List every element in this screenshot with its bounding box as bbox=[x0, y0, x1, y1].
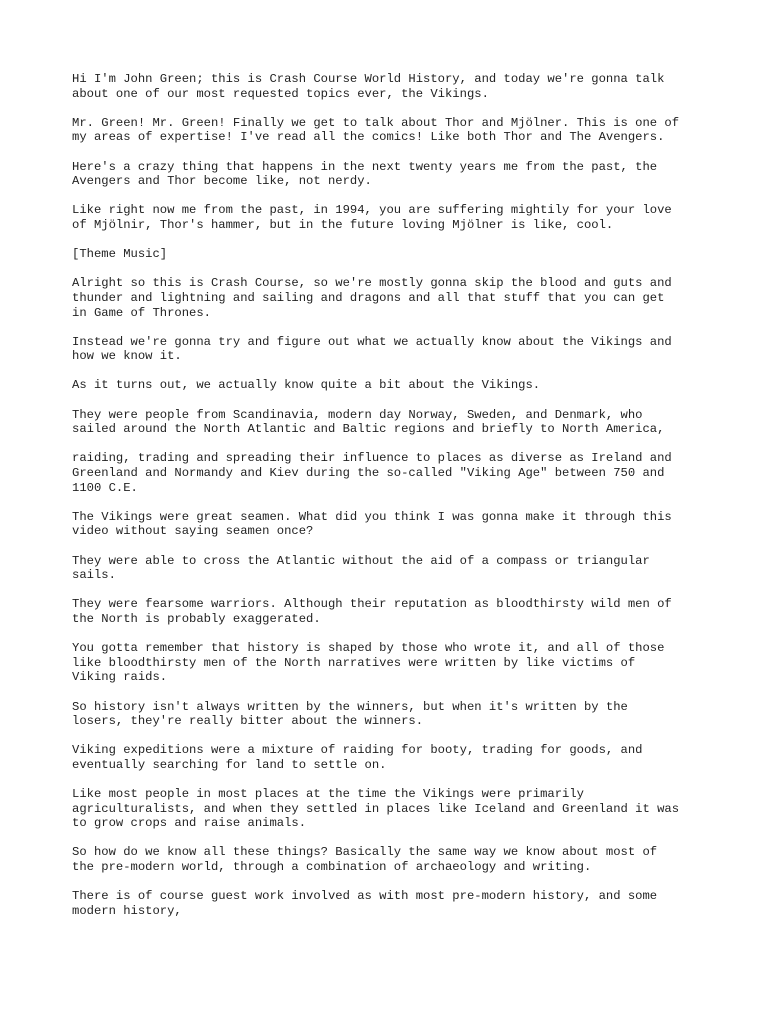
paragraph-thor-mjolner: Mr. Green! Mr. Green! Finally we get to talk about Thor and Mjölner. This is one of my areas of expertise! I've read all the comics! Like both Thor and The Avengers. bbox=[72, 115, 680, 145]
paragraph-1994: Like right now me from the past, in 1994, you are suffering mightily for your love of Mjölnir, Thor's hammer, but in the future loving Mjölner is like, cool. bbox=[72, 203, 672, 232]
paragraph-seamen: The Vikings were great seamen. What did you think I was gonna make it through this video without saying seamen once? bbox=[72, 509, 672, 539]
paragraph-history-shaped: You gotta remember that history is shaped by those who wrote it, and all of those like bloodthirsty men of the North narratives were written by like victims of Viking raids. bbox=[72, 641, 665, 685]
paragraph-skip-blood: Alright so this is Crash Course, so we're mostly gonna skip the blood and guts and thunder and lightning and sailing and dragons and all that stuff that you can get in Game of Thrones. bbox=[72, 276, 672, 320]
paragraph-raiding-trading: raiding, trading and spreading their influence to places as diverse as Ireland and Greenland and Normandy and Kiev during the so-called "Viking Age" between 750 and 1100 C.E. bbox=[72, 451, 672, 495]
paragraph-agriculturalists: Like most people in most places at the time the Vikings were primarily agriculturalists, and when they settled in places like Iceland and Greenland it was to grow crops and raise animals. bbox=[72, 787, 680, 831]
paragraph-how-we-know: So how do we know all these things? Basically the same way we know about most of the pre-modern world, through a combination of archaeology and writing. bbox=[72, 845, 658, 875]
paragraph-intro: Hi I'm John Green; this is Crash Course World History, and today we're gonna talk about one of our most requested topics ever, the Vikings. bbox=[72, 72, 665, 101]
paragraph-atlantic: They were able to cross the Atlantic without the aid of a compass or triangular sails. bbox=[72, 553, 650, 583]
transcript-page bbox=[72, 72, 712, 933]
paragraph-guest-work: There is of course guest work involved as with most pre-modern history, and some modern history, bbox=[72, 889, 658, 918]
paragraph-warriors: They were fearsome warriors. Although their reputation as bloodthirsty wild men of the North is probably exaggerated. bbox=[72, 597, 672, 626]
paragraph-winners-losers: So history isn't always written by the winners, but when it's written by the losers, they're really bitter about the winners. bbox=[72, 699, 628, 729]
paragraph-scandinavia: They were people from Scandinavia, modern day Norway, Sweden, and Denmark, who sailed around the North Atlantic and Baltic regions and briefly to North America, bbox=[72, 407, 665, 437]
paragraph-future-not-nerdy: Here's a crazy thing that happens in the next twenty years me from the past, the Avengers and Thor become like, not nerdy. bbox=[72, 159, 658, 189]
paragraph-what-we-know: Instead we're gonna try and figure out what we actually know about the Vikings and how we know it. bbox=[72, 334, 672, 364]
paragraph-expeditions: Viking expeditions were a mixture of raiding for booty, trading for goods, and eventually searching for land to settle on. bbox=[72, 743, 643, 772]
paragraph-quite-a-bit: As it turns out, we actually know quite a bit about the Vikings. bbox=[72, 378, 541, 393]
paragraph-theme-music: [Theme Music] bbox=[72, 247, 168, 262]
